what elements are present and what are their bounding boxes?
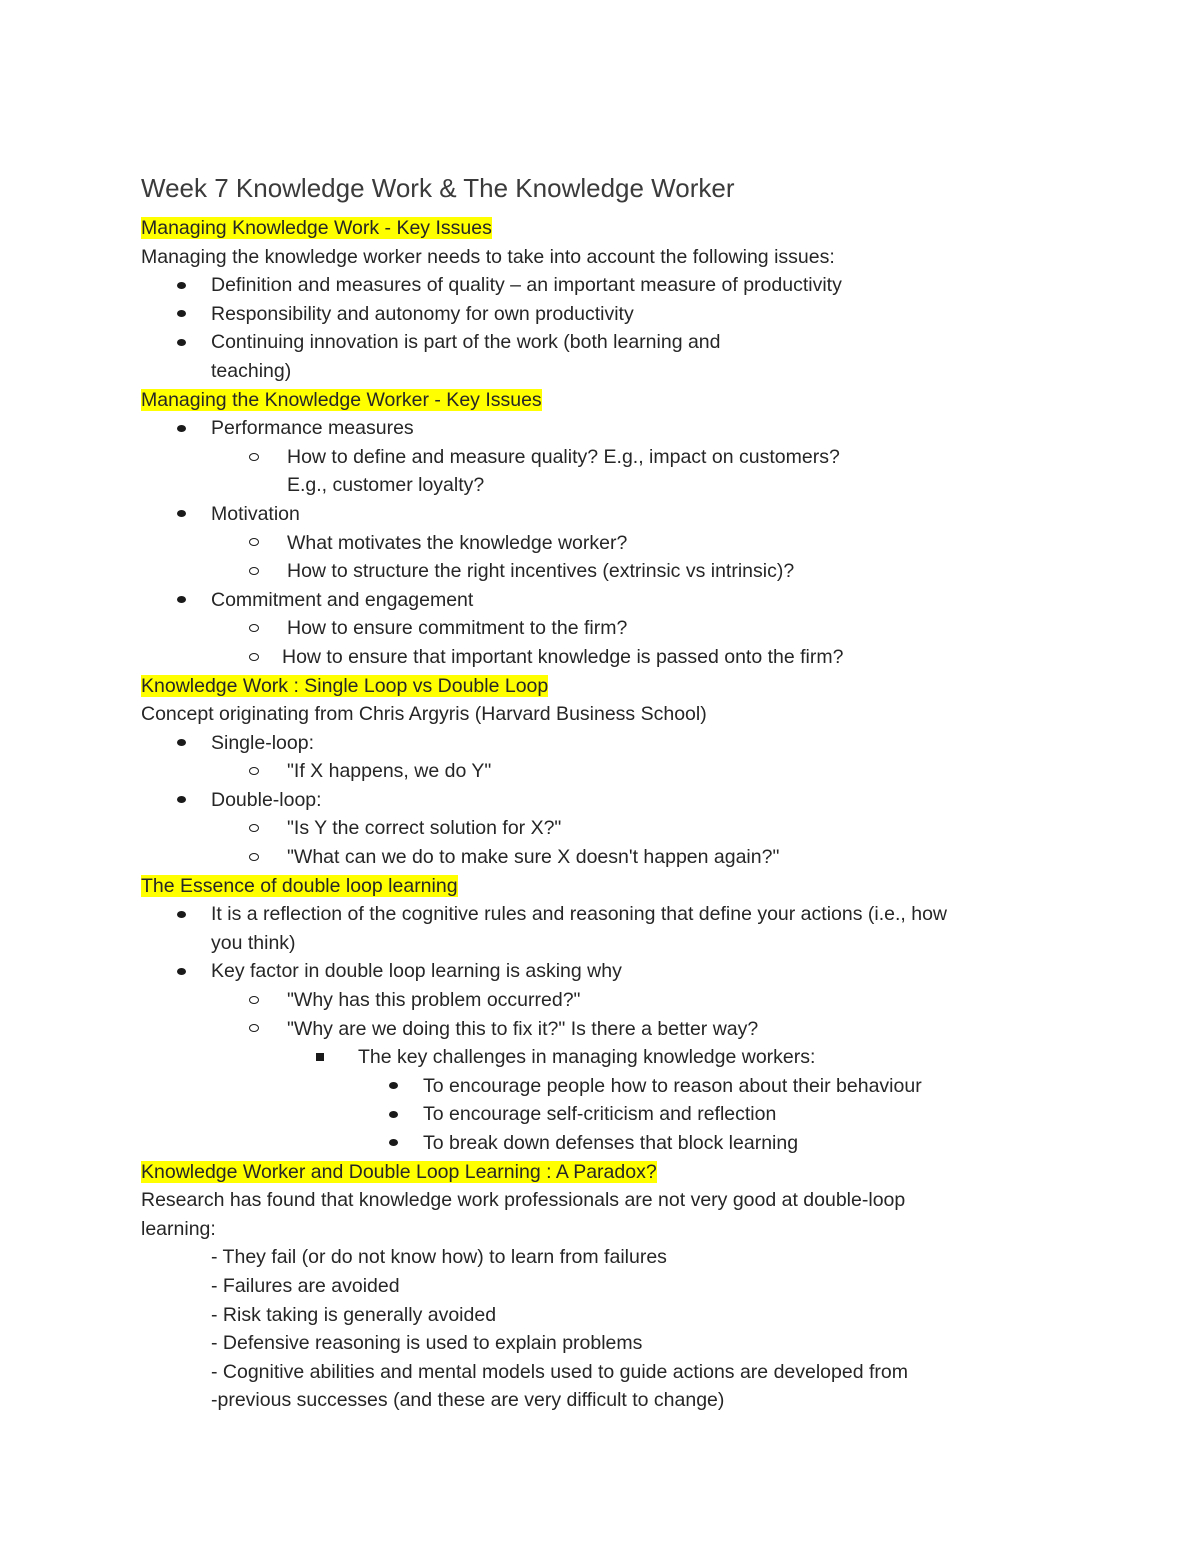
list-item-text: Double-loop:: [211, 788, 322, 811]
indented-text: - Failures are avoided: [211, 1274, 400, 1297]
bullet-dot-icon: [177, 900, 186, 929]
list-item-text: "Is Y the correct solution for X?": [287, 817, 562, 840]
bullet-circle-icon: [249, 986, 259, 1015]
bullet-dot-icon: [177, 300, 186, 329]
bullet-dot-icon: [177, 500, 186, 529]
document-body: [141, 214, 1141, 1415]
bullet-square-icon: [316, 1043, 324, 1072]
list-item: [141, 814, 1141, 843]
paragraph-line: [141, 1186, 1141, 1215]
section-heading: [141, 1158, 1141, 1187]
list-item-continuation: [141, 471, 1141, 500]
section-heading: [141, 672, 1141, 701]
list-item: [141, 843, 1141, 872]
list-item: [141, 328, 1141, 357]
indented-line: [141, 1329, 1141, 1358]
bullet-dot-icon: [177, 414, 186, 443]
list-item-text: To break down defenses that block learning: [423, 1132, 799, 1154]
section-heading: [141, 872, 1141, 901]
section-heading-text: Managing Knowledge Work - Key Issues: [141, 217, 492, 239]
list-item-text: E.g., customer loyalty?: [287, 474, 485, 497]
bullet-dot-icon: [177, 729, 186, 758]
list-item: [141, 1072, 1141, 1101]
paragraph-line: [141, 700, 1141, 729]
bullet-circle-icon: [249, 557, 259, 586]
list-item: [141, 643, 1141, 672]
paragraph-text: Managing the knowledge worker needs to take into account the following issues:: [141, 245, 835, 268]
paragraph-line: [141, 243, 1141, 272]
list-item: [141, 900, 1141, 929]
section-heading-text: Managing the Knowledge Worker - Key Issues: [141, 388, 542, 411]
indented-text: - Risk taking is generally avoided: [211, 1303, 497, 1326]
indented-line: [141, 1301, 1141, 1330]
section-heading-text: Knowledge Work : Single Loop vs Double Loop: [141, 674, 549, 697]
bullet-circle-icon: [249, 529, 259, 558]
list-item-text: Definition and measures of quality – an important measure of productivity: [211, 274, 842, 297]
bullet-dot-icon: [389, 1072, 398, 1101]
list-item: [141, 1129, 1141, 1158]
list-item-continuation: [141, 929, 1141, 958]
bullet-dot-icon: [177, 957, 186, 986]
paragraph-line: [141, 1215, 1141, 1244]
bullet-circle-icon: [249, 443, 259, 472]
indented-line: [141, 1272, 1141, 1301]
bullet-dot-icon: [389, 1129, 398, 1158]
list-item-text: you think): [211, 931, 296, 954]
bullet-circle-icon: [249, 1015, 259, 1044]
indented-text: - Cognitive abilities and mental models used to guide actions are developed from: [211, 1360, 908, 1383]
indented-text: - Defensive reasoning is used to explain problems: [211, 1332, 643, 1355]
section-heading: [141, 214, 1141, 243]
list-item-text: To encourage people how to reason about their behaviour: [423, 1074, 922, 1097]
list-item-text: What motivates the knowledge worker?: [287, 531, 628, 554]
list-item-text: Continuing innovation is part of the work (both learning and: [211, 331, 721, 354]
list-item-continuation: [141, 357, 1141, 386]
list-item-text: Performance measures: [211, 417, 414, 440]
bullet-dot-icon: [177, 271, 186, 300]
list-item-text: How to ensure that important knowledge is passed onto the firm?: [282, 645, 844, 668]
list-item-text: It is a reflection of the cognitive rules and reasoning that define your actions (i.e., how: [211, 903, 948, 926]
list-item-text: Single-loop:: [211, 731, 314, 754]
list-item-text: Motivation: [211, 502, 300, 525]
list-item-text: How to ensure commitment to the firm?: [287, 617, 628, 640]
section-heading-text: The Essence of double loop learning: [141, 874, 458, 897]
list-item-text: Commitment and engagement: [211, 588, 474, 611]
list-item-text: How to define and measure quality? E.g., impact on customers?: [287, 445, 840, 468]
list-item: [141, 414, 1141, 443]
indented-line: [141, 1243, 1141, 1272]
paragraph-text: Concept originating from Chris Argyris (Harvard Business School): [141, 703, 707, 726]
list-item: [141, 1015, 1141, 1044]
bullet-circle-icon: [249, 614, 259, 643]
list-item: [141, 557, 1141, 586]
list-item: [141, 957, 1141, 986]
section-heading-text: Knowledge Worker and Double Loop Learning : A Paradox?: [141, 1160, 657, 1183]
bullet-dot-icon: [389, 1100, 398, 1129]
list-item: [141, 443, 1141, 472]
list-item: [141, 300, 1141, 329]
list-item: [141, 757, 1141, 786]
indented-text: -previous successes (and these are very difficult to change): [211, 1389, 725, 1412]
indented-text: - They fail (or do not know how) to learn from failures: [211, 1246, 667, 1269]
indented-line: [141, 1386, 1141, 1415]
list-item: [141, 529, 1141, 558]
section-heading: [141, 386, 1141, 415]
list-item-text: "Why has this problem occurred?": [287, 989, 581, 1012]
list-item: [141, 1100, 1141, 1129]
bullet-circle-icon: [249, 843, 259, 872]
indented-line: [141, 1358, 1141, 1387]
list-item-text: "If X happens, we do Y": [287, 760, 492, 783]
list-item-text: Key factor in double loop learning is asking why: [211, 960, 622, 983]
bullet-circle-icon: [249, 814, 259, 843]
list-item: [141, 1043, 1141, 1072]
paragraph-text: Research has found that knowledge work professionals are not very good at double-loop: [141, 1189, 906, 1212]
bullet-dot-icon: [177, 586, 186, 615]
bullet-circle-icon: [249, 643, 259, 672]
list-item: [141, 500, 1141, 529]
list-item: [141, 786, 1141, 815]
list-item: [141, 729, 1141, 758]
page-title: Week 7 Knowledge Work & The Knowledge Worker: [141, 173, 735, 203]
list-item: [141, 271, 1141, 300]
list-item: [141, 614, 1141, 643]
list-item: [141, 986, 1141, 1015]
list-item-text: teaching): [211, 359, 292, 382]
bullet-circle-icon: [249, 757, 259, 786]
list-item-text: To encourage self-criticism and reflection: [423, 1103, 777, 1126]
list-item-text: "What can we do to make sure X doesn't happen again?": [287, 846, 780, 869]
bullet-dot-icon: [177, 328, 186, 357]
list-item-text: Responsibility and autonomy for own productivity: [211, 302, 634, 325]
bullet-dot-icon: [177, 786, 186, 815]
list-item-text: "Why are we doing this to fix it?" Is there a better way?: [287, 1017, 759, 1040]
list-item-text: The key challenges in managing knowledge workers:: [358, 1046, 816, 1069]
paragraph-text: learning:: [141, 1217, 216, 1240]
list-item-text: How to structure the right incentives (extrinsic vs intrinsic)?: [287, 560, 795, 583]
list-item: [141, 586, 1141, 615]
